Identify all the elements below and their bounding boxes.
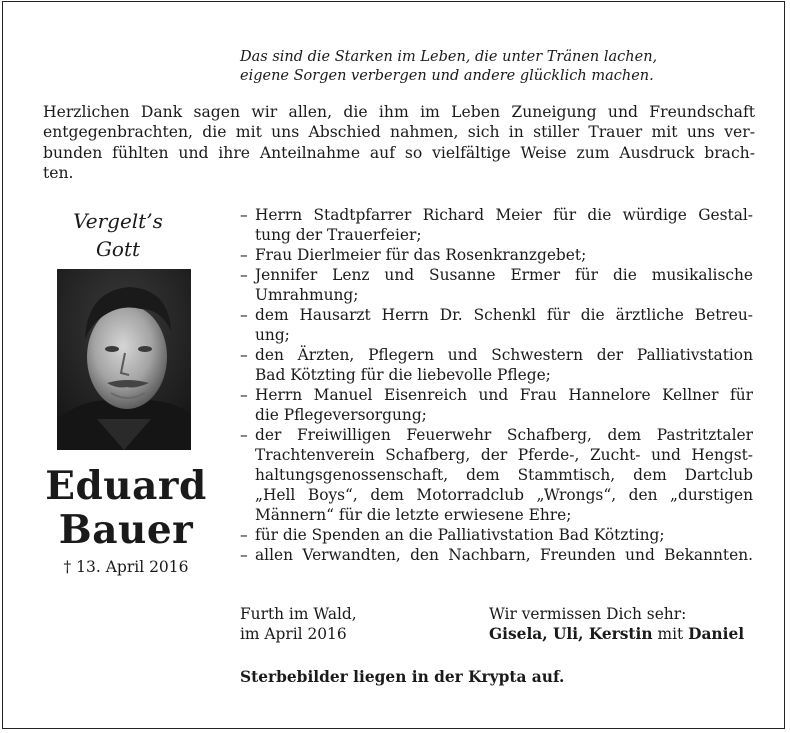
dash: – — [240, 426, 248, 444]
place: Furth im Wald, — [240, 605, 357, 623]
dash: – — [240, 266, 248, 284]
thanks-line: die Pflegeversorgung; — [255, 406, 427, 424]
date: im April 2016 — [240, 625, 347, 643]
intro-line: bunden fühlten und ihre Anteilnahme auf so vielfältige Weise zum Ausdruck brach- — [43, 143, 755, 162]
thanks-line: der Freiwilligen Feuerwehr Schafberg, dem Pastritztaler — [255, 426, 753, 444]
vergelts-line: Vergelt’s — [73, 209, 163, 233]
thanks-line: Trachtenverein Schafberg, der Pferde-, Zucht- und Hengst- — [255, 446, 753, 464]
thanks-item — [240, 245, 753, 265]
thanks-line: Herrn Manuel Eisenreich und Frau Hannelore Kellner für — [255, 386, 753, 404]
dash: – — [240, 246, 248, 264]
thanks-line: tung der Trauerfeier; — [255, 226, 422, 244]
first-name: Eduard — [45, 463, 207, 509]
obituary-frame — [2, 1, 785, 729]
thanks-line: „Hell Boys“, dem Motorradclub „Wrongs“, den „durstigen — [255, 486, 753, 504]
thanks-line: Umrahmung; — [255, 286, 359, 304]
thanks-line: allen Verwandten, den Nachbarn, Freunden und Bekannten. — [255, 546, 753, 564]
motto-line: Das sind die Starken im Leben, die unter Tränen lachen, — [240, 49, 658, 65]
footer-note: Sterbebilder liegen in der Krypta auf. — [240, 668, 565, 686]
family-line — [489, 624, 769, 644]
dash: – — [240, 346, 248, 364]
dash: – — [240, 206, 248, 224]
thanks-item — [240, 305, 753, 345]
thanks-line: für die Spenden an die Palliativstation Bad Kötzting; — [255, 526, 665, 544]
intro-line: entgegenbrachten, die mit uns Abschied nahmen, sich in stiller Trauer mit uns ver- — [43, 123, 755, 142]
thanks-item — [240, 425, 753, 525]
thanks-line: Männern“ für die letzte erwiesene Ehre; — [255, 506, 572, 524]
dash: – — [240, 526, 248, 544]
motto-quote — [240, 48, 760, 86]
thanks-item — [240, 205, 753, 245]
dash: – — [240, 546, 248, 564]
family-signature — [489, 604, 769, 644]
thanks-item — [240, 545, 753, 565]
thanks-line: den Ärzten, Pflegern und Schwestern der Palliativstation — [255, 346, 753, 364]
family-connector: mit — [657, 625, 684, 643]
place-date — [240, 604, 470, 644]
last-name: Bauer — [58, 507, 194, 553]
dash: – — [240, 306, 248, 324]
thanks-line: Bad Kötzting für die liebevolle Pflege; — [255, 366, 551, 384]
deceased-name — [33, 464, 219, 552]
motto-line: eigene Sorgen verbergen und andere glücklich machen. — [240, 68, 654, 84]
vergelts-gott — [58, 207, 178, 263]
intro-line: ten. — [43, 164, 74, 183]
thanks-line: dem Hausarzt Herrn Dr. Schenkl für die ärztliche Betreu- — [255, 306, 753, 324]
dash: – — [240, 386, 248, 404]
thanks-item — [240, 385, 753, 425]
thanks-line: Herrn Stadtpfarrer Richard Meier für die würdige Gestal- — [255, 206, 753, 224]
family-last: Daniel — [688, 625, 745, 643]
thanks-item — [240, 345, 753, 385]
thanks-item — [240, 525, 753, 545]
portrait-photo — [57, 269, 191, 450]
thanks-item — [240, 265, 753, 305]
thanks-line: haltungsgenossenschaft, dem Stammtisch, dem Dartclub — [255, 466, 753, 484]
portrait-image — [57, 269, 191, 450]
intro-paragraph — [43, 102, 755, 184]
intro-line: Herzlichen Dank sagen wir allen, die ihm im Leben Zuneigung und Freundschaft — [43, 103, 755, 121]
thanks-list — [240, 205, 753, 565]
miss-line: Wir vermissen Dich sehr: — [489, 605, 687, 623]
thanks-line: Jennifer Lenz und Susanne Ermer für die musikalische — [255, 266, 753, 284]
vergelts-line: Gott — [95, 237, 141, 261]
death-date: † 13. April 2016 — [63, 558, 189, 576]
thanks-line: Frau Dierlmeier für das Rosenkranzgebet; — [255, 246, 587, 264]
thanks-line: ung; — [255, 326, 290, 344]
family-names: Gisela, Uli, Kerstin — [489, 625, 653, 643]
